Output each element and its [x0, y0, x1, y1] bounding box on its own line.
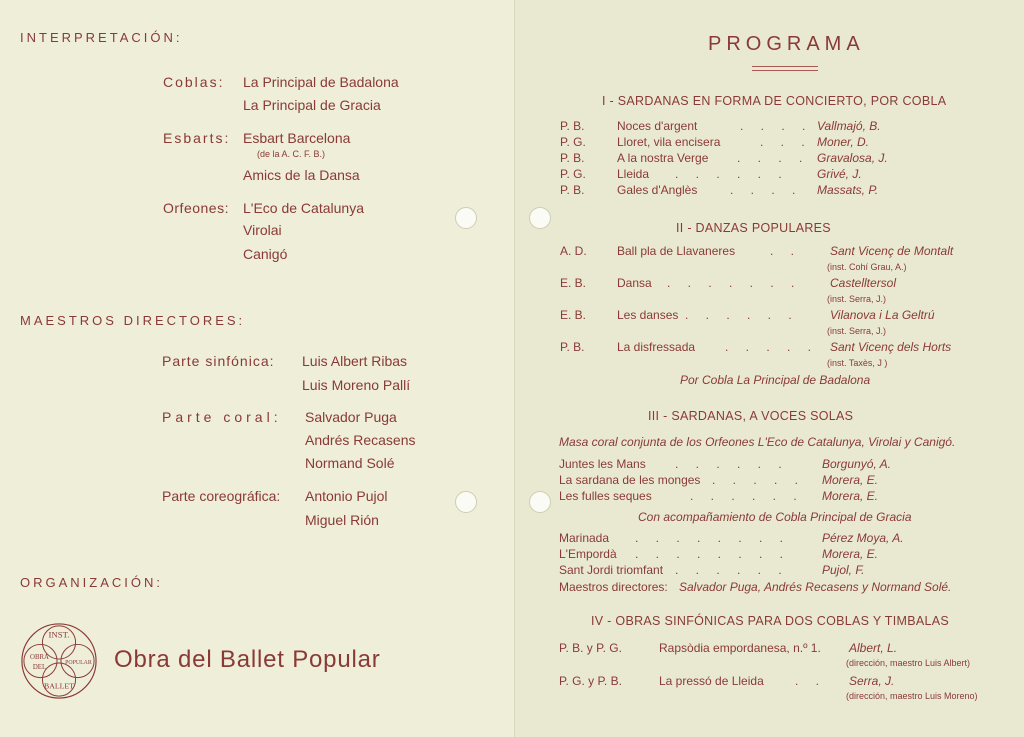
s3-work: Sant Jordi triomfant: [559, 563, 664, 577]
s3-work: L'Empordà: [559, 547, 617, 561]
section-1-heading: I - SARDANAS EN FORMA DE CONCIERTO, POR COBLA: [602, 94, 947, 108]
section-3-heading: III - SARDANAS, A VOCES SOLAS: [648, 409, 854, 423]
s4-author: Albert, L.: [849, 641, 898, 655]
coblas-label: Coblas:: [163, 74, 225, 90]
s3-leader: . . . . . . . .: [635, 547, 791, 561]
svg-text:DEL: DEL: [32, 663, 47, 671]
section-4-heading: IV - OBRAS SINFÓNICAS PARA DOS COBLAS Y TIMBALAS: [591, 614, 950, 628]
s3-work: La sardana de les monges: [559, 473, 701, 487]
s2-work: Les danses: [617, 308, 679, 322]
title-rule: [752, 66, 818, 67]
s1-code: P. B.: [560, 183, 585, 197]
s1-code: P. B.: [560, 151, 585, 165]
s2-note: (inst. Serra, J.): [827, 294, 887, 304]
sinfonica-item: Luis Moreno Pallí: [302, 377, 411, 393]
s2-author: Castelltersol: [830, 276, 897, 290]
svg-text:BALLET: BALLET: [44, 681, 74, 691]
esbarts-item: Amics de la Dansa: [243, 167, 360, 183]
section-2-heading: II - DANZAS POPULARES: [676, 221, 831, 235]
s4-note: (dirección, maestro Luis Albert): [846, 658, 971, 668]
right-page: [515, 0, 1024, 737]
s3-intro: Masa coral conjunta de los Orfeones L'Eco de Catalunya, Virolai y Canigó.: [559, 435, 956, 449]
s3-work: Les fulles seques: [559, 489, 652, 503]
s3-sub: Con acompañamiento de Cobla Principal de Gracia: [638, 510, 912, 524]
s2-code: P. B.: [560, 340, 585, 354]
svg-text:POPULAR: POPULAR: [65, 659, 92, 666]
coreografica-label: Parte coreográfica:: [162, 488, 281, 504]
s2-author: Vilanova i La Geltrú: [830, 308, 935, 322]
s2-code: E. B.: [560, 276, 587, 290]
s1-leader: . . . . . .: [675, 167, 789, 181]
coral-item: Normand Solé: [305, 455, 395, 471]
sinfonica-item: Luis Albert Ribas: [302, 353, 408, 369]
s3-work: Marinada: [559, 531, 610, 545]
coreografica-item: Antonio Pujol: [305, 488, 388, 504]
s1-work: Noces d'argent: [617, 119, 698, 133]
s4-code: P. G. y P. B.: [559, 674, 622, 688]
coblas-item: La Principal de Badalona: [243, 74, 399, 90]
svg-text:OBRA: OBRA: [30, 654, 49, 662]
s3-leader: . . . . . . . .: [635, 531, 791, 545]
s4-work: La pressó de Lleida: [659, 674, 764, 688]
s3-author: Morera, E.: [822, 473, 879, 487]
s1-author: Grivé, J.: [817, 167, 862, 181]
s2-work: La disfressada: [617, 340, 696, 354]
s1-author: Gravalosa, J.: [817, 151, 888, 165]
s1-work: Lleida: [617, 167, 650, 181]
s3-leader: . . . . . .: [675, 563, 789, 577]
s1-code: P. B.: [560, 119, 585, 133]
maestros-heading: MAESTROS DIRECTORES:: [20, 313, 246, 328]
coral-item: Andrés Recasens: [305, 432, 416, 448]
coblas-item: La Principal de Gracia: [243, 97, 381, 113]
s1-code: P. G.: [560, 167, 586, 181]
organization-name: Obra del Ballet Popular: [114, 646, 381, 673]
coral-label: Parte coral:: [162, 409, 282, 425]
s4-work: Rapsòdia empordanesa, n.º 1.: [659, 641, 821, 655]
s1-author: Massats, P.: [817, 183, 879, 197]
s3-author: Morera, E.: [822, 547, 879, 561]
esbarts-item: Esbart Barcelona: [243, 130, 351, 146]
s2-leader: . . . . . . .: [667, 276, 802, 290]
svg-text:INST.: INST.: [48, 629, 70, 640]
s4-note: (dirección, maestro Luis Moreno): [846, 691, 978, 701]
programa-title: PROGRAMA: [708, 33, 865, 55]
sinfonica-label: Parte sinfónica:: [162, 353, 275, 369]
s2-footer: Por Cobla La Principal de Badalona: [680, 373, 871, 387]
s3-leader: . . . . . .: [675, 457, 789, 471]
s1-leader: . . .: [760, 135, 812, 149]
s3-author: Pujol, F.: [822, 563, 865, 577]
s1-work: Gales d'Anglès: [617, 183, 698, 197]
interpretacion-heading: INTERPRETACIÓN:: [20, 30, 183, 45]
s3-author: Borgunyó, A.: [822, 457, 891, 471]
s2-work: Ball pla de Llavaneres: [617, 244, 736, 258]
s2-note: (inst. Cohí Grau, A.): [827, 262, 907, 272]
orfeones-item: L'Eco de Catalunya: [243, 200, 364, 216]
s3-author: Morera, E.: [822, 489, 879, 503]
s2-code: E. B.: [560, 308, 587, 322]
s2-note: (inst. Serra, J.): [827, 326, 887, 336]
s3-author: Pérez Moya, A.: [822, 531, 904, 545]
s2-code: A. D.: [560, 244, 587, 258]
esbarts-note: (de la A. C. F. B.): [257, 149, 326, 159]
coreografica-item: Miguel Rión: [305, 512, 379, 528]
s3-work: Juntes les Mans: [559, 457, 646, 471]
s2-work: Dansa: [617, 276, 652, 290]
s4-leader: . .: [795, 674, 827, 688]
s1-leader: . . . .: [730, 183, 803, 197]
orfeones-label: Orfeones:: [163, 200, 229, 216]
s2-leader: . . . . .: [725, 340, 819, 354]
s1-work: Lloret, vila encisera: [617, 135, 721, 149]
s2-leader: . .: [770, 244, 802, 258]
s2-author: Sant Vicenç dels Horts: [830, 340, 952, 354]
title-rule: [752, 70, 818, 71]
orfeones-item: Canigó: [243, 246, 288, 262]
ballet-popular-seal-logo: [20, 622, 98, 700]
s2-leader: . . . . . .: [685, 308, 799, 322]
punch-hole: [529, 491, 551, 513]
punch-hole: [455, 491, 477, 513]
s1-code: P. G.: [560, 135, 586, 149]
s3-leader: . . . . . .: [690, 489, 804, 503]
organizacion-heading: ORGANIZACIÓN:: [20, 575, 164, 590]
s2-note: (inst. Taxès, J ): [827, 358, 888, 368]
s2-author: Sant Vicenç de Montalt: [830, 244, 954, 258]
s1-author: Vallmajó, B.: [817, 119, 881, 133]
s1-leader: . . . .: [740, 119, 813, 133]
s3-leader: . . . . .: [712, 473, 806, 487]
s4-code: P. B. y P. G.: [559, 641, 622, 655]
s3-directors-label: Maestros directores:: [559, 580, 668, 594]
s1-work: A la nostra Verge: [617, 151, 709, 165]
punch-hole: [455, 207, 477, 229]
s1-leader: . . . .: [737, 151, 810, 165]
s3-directors: Salvador Puga, Andrés Recasens y Normand Solé.: [679, 580, 952, 594]
punch-hole: [529, 207, 551, 229]
s4-author: Serra, J.: [849, 674, 895, 688]
orfeones-item: Virolai: [243, 222, 282, 238]
esbarts-label: Esbarts:: [163, 130, 231, 146]
coral-item: Salvador Puga: [305, 409, 397, 425]
s1-author: Moner, D.: [817, 135, 870, 149]
